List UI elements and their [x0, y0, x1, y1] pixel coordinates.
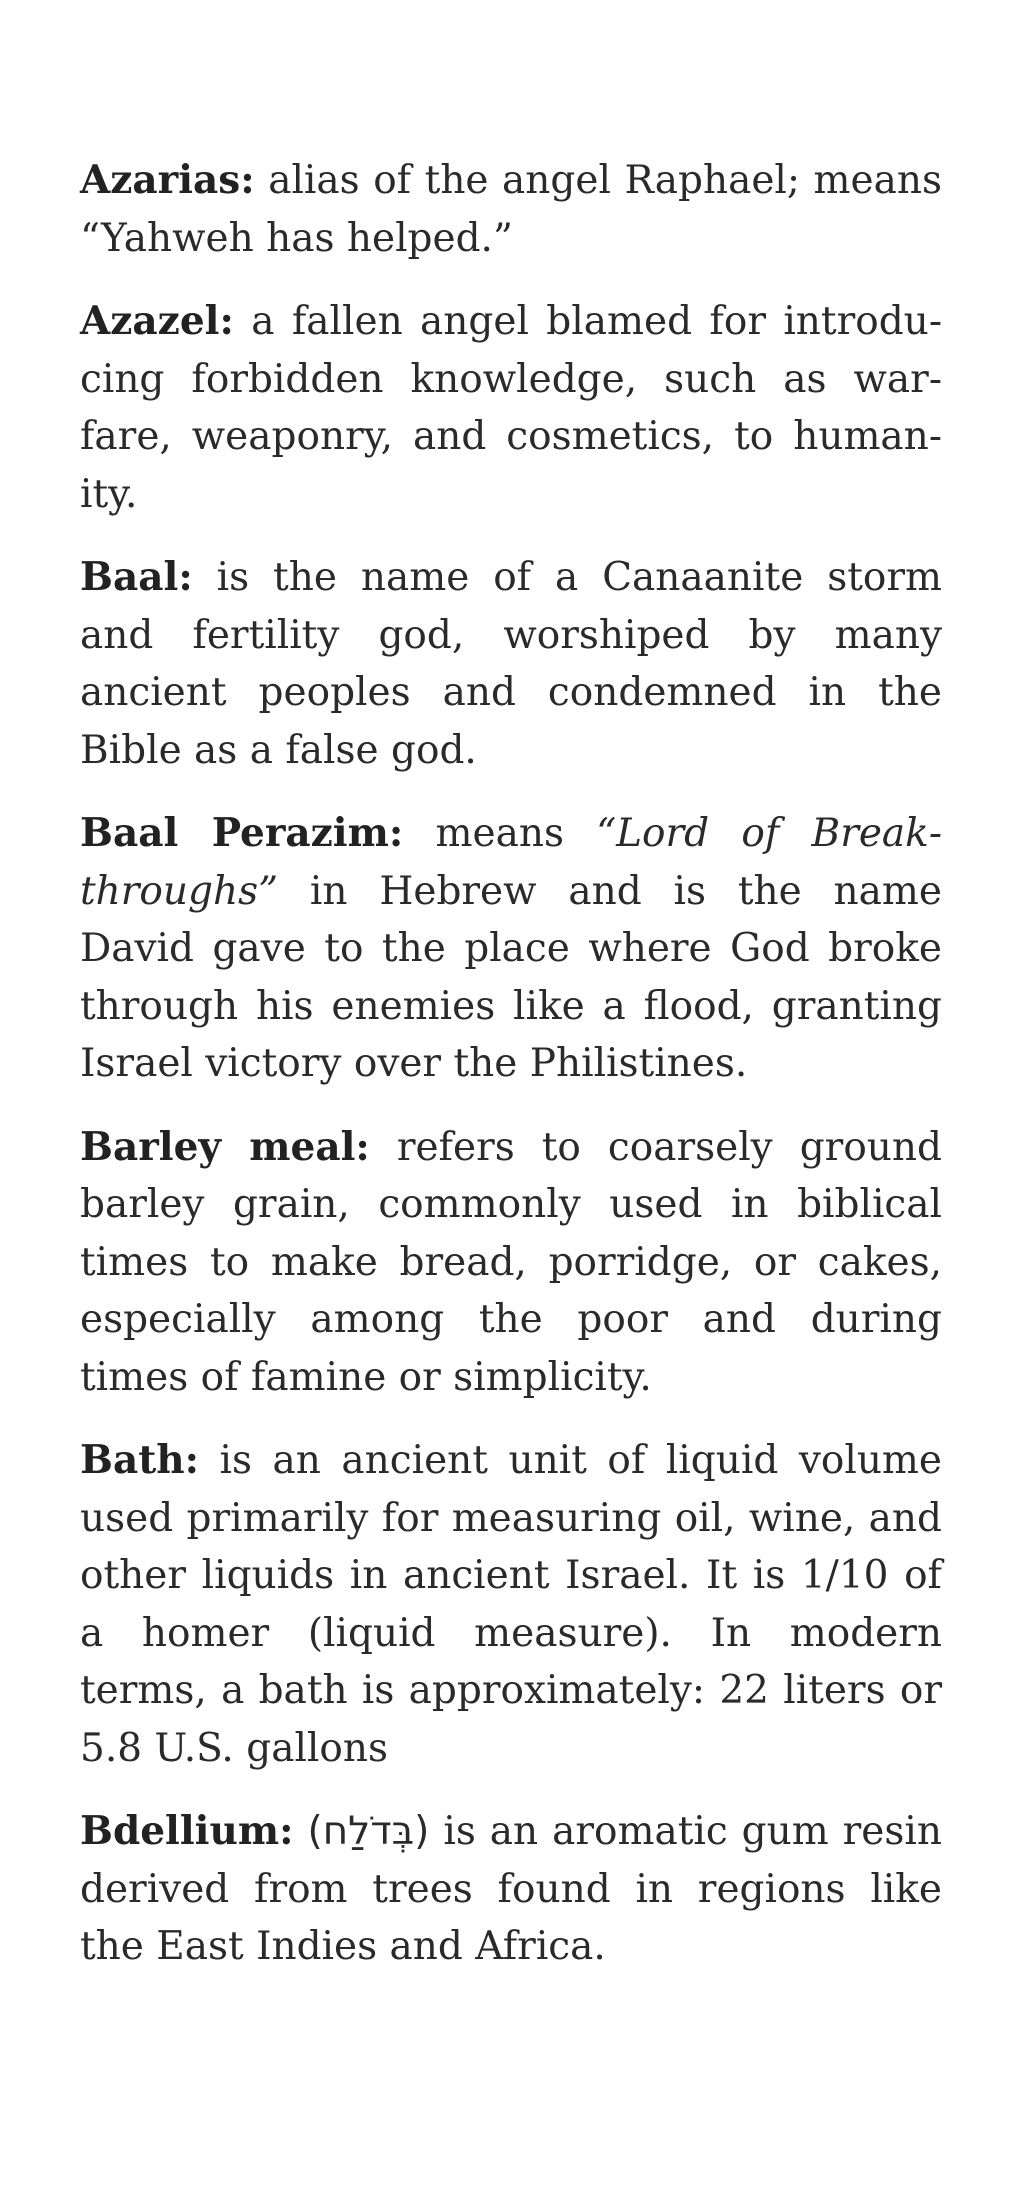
- entry-hebrew-word: (בְּדֹלַח): [307, 1809, 430, 1854]
- glossary: [80, 152, 942, 2002]
- entry-term: Azazel:: [80, 298, 234, 344]
- glossary-entry-azarias: [80, 152, 942, 267]
- entry-term: Bdellium:: [80, 1808, 294, 1854]
- entry-definition: is the name of a Canaanite storm and fertility god, worshiped by many ancient peoples and condemned in the Bible as a false god.: [80, 555, 942, 773]
- glossary-entry-barley-meal: [80, 1119, 942, 1407]
- glossary-entry-baal-perazim: [80, 805, 942, 1093]
- entry-definition: refers to coarsely ground barley grain, commonly used in biblical times to make bread, porridge, or cakes, especially among the poor and during times of famine or simplicity.: [80, 1124, 942, 1400]
- glossary-entry-bdellium: [80, 1803, 942, 1976]
- entry-definition-start: means: [403, 811, 597, 856]
- entry-italic-translation: “Lord of Breakthroughs”: [80, 811, 942, 914]
- entry-term: Barley meal:: [80, 1123, 370, 1170]
- entry-definition-end: in Hebrew and is the name David gave to the place where God broke through his enemies like a flood, granting Israel victory over the Philistines.: [80, 868, 942, 1086]
- entry-term: Azarias:: [80, 157, 255, 203]
- entry-term: Baal Perazim:: [80, 810, 404, 856]
- entry-term: Bath:: [80, 1437, 199, 1483]
- entry-definition: is an aromatic gum resin derived from trees found in regions like the East Indies and Africa.: [80, 1809, 942, 1969]
- entry-definition: a fallen angel blamed for introducing forbidden knowledge, such as warfare, weaponry, and cosmetics, to humanity.: [80, 299, 942, 517]
- entry-definition: is an ancient unit of liquid volume used primarily for measuring oil, wine, and other liquids in ancient Israel. It is 1/10 of a homer (liquid measure). In modern terms, a bath is approximately: 22 liters or 5.8 U.S. gallons: [80, 1438, 942, 1771]
- glossary-entry-baal: [80, 549, 942, 779]
- entry-definition: alias of the angel Raphael; means “Yahweh has helped.”: [80, 158, 942, 261]
- glossary-entry-azazel: [80, 293, 942, 523]
- entry-term: Baal:: [80, 554, 193, 600]
- glossary-entry-bath: [80, 1432, 942, 1777]
